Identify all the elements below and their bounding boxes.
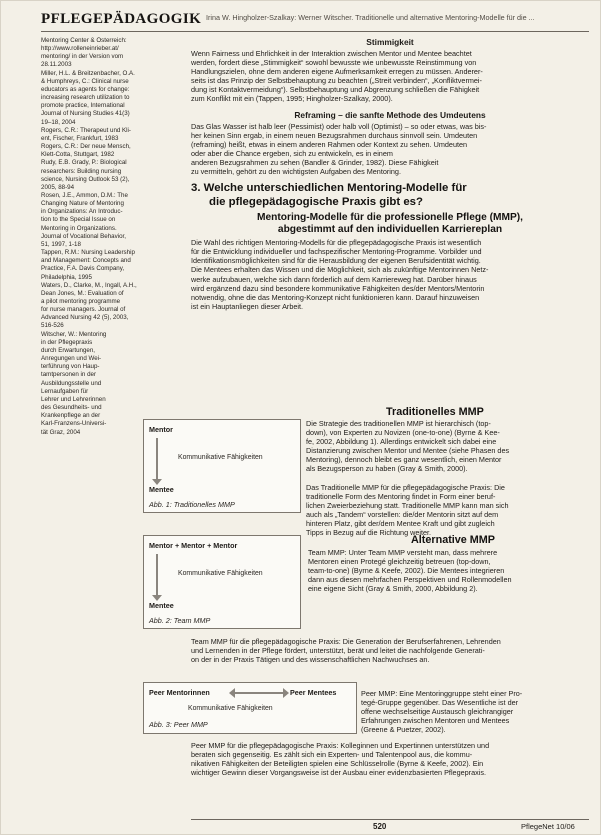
figure2-caption: Abb. 2: Team MMP (146, 616, 213, 625)
reference-line: 516-526 (41, 322, 64, 330)
text-line: zu vermitteln, gehört zu den wichtigsten Aufgaben des Mentoring. (191, 167, 401, 177)
reference-line: des Gesundheits- und (41, 404, 102, 412)
text-line: her keinen Sinn ergab, in einem neuen Bezugsrahmen durchaus sinnvoll sein. Umdeuten (191, 130, 478, 140)
figure1-down-arrow (156, 438, 158, 480)
reference-line: Dean Jones, M.: Evaluation of (41, 289, 124, 297)
reference-line: a pilot mentoring programme (41, 298, 121, 305)
text-line: Mentoren einen Protegé gleichzeitig betreuen (top-down, (308, 557, 491, 567)
section3-paragraph (191, 238, 589, 311)
figure1-caption: Abb. 1: Traditionelles MMP (146, 500, 238, 509)
page-number: 520 (373, 822, 387, 831)
reference-line: science, Nursing Outlook 53 (2), (41, 175, 130, 183)
reference-line: Rogers, C.R.: Der neue Mensch, (41, 143, 131, 151)
reference-line: Lehrer und Lehrerinnen (41, 395, 106, 403)
text-line: Handlungszielen, ohne dem anderen eigene Aufmerksamkeit erregen zu müssen. Anderer- (191, 67, 483, 77)
text-line: dung ist Kontaktvermeidung“). Selbstbehauptung und Abgrenzung schließen die Fähigkeit (191, 85, 480, 95)
figure1-mentee-label: Mentee (149, 485, 174, 494)
reference-line: http://www.rolleneinrieber.at/ (41, 45, 119, 53)
reference-line: Miller, H.L. & Breitzenbacher, O.A. (41, 69, 135, 77)
text-line: Das Traditionelle MMP für die pflegepädagogische Praxis: Die (306, 482, 505, 492)
reference-line: Witscher, W.: Mentoring (41, 330, 107, 338)
reference-line: Rogers, C.R.: Therapeut und Kli- (41, 126, 131, 134)
reference-line: researchers: Building nursing (41, 167, 122, 175)
reference-line: Mentoring in Organizations. (41, 224, 117, 232)
figure2-diagram (143, 535, 301, 629)
main-column-top (191, 37, 589, 317)
reference-line: Ausbildungsstelle und (41, 379, 102, 387)
reference-line: 51, 1997, 1-18 (41, 240, 81, 248)
figure3-peer-mentors-label: Peer Mentorinnen (149, 688, 210, 697)
reference-line: 19–18, 2004 (41, 118, 76, 126)
figure3-double-arrow (234, 692, 284, 694)
text-line: oder aber die Chance ergeben, sich zu entwickeln, es in einem (191, 148, 393, 158)
figure1-diagram (143, 419, 301, 513)
text-line: Die Wahl des richtigen Mentoring-Modells für die pflegepädagogische Praxis ist wesentlich (191, 238, 482, 248)
text-line: und Lernenden in der Pflege fördert, unterstützt, berät und leitet die nachfolgende Generati- (191, 646, 485, 656)
text-line: down), von Experten zu Novizen (one-to-one) (Byrne & Kee- (306, 428, 500, 438)
text-line: Die Mentees erhalten das Wissen und die Möglichkeit, sich als zukünftige Mentorinnen Netz- (191, 265, 489, 275)
reference-line: Anregungen und Wei- (41, 355, 102, 363)
reference-line: Journal of Vocational Behavior, (41, 232, 126, 240)
figure3-caption: Abb. 3: Peer MMP (146, 720, 211, 729)
reference-line: tät Graz, 2004 (41, 428, 81, 436)
header-rule (41, 31, 589, 32)
text-line: Die Strategie des traditionellen MMP ist hierarchisch (top- (306, 419, 491, 428)
reference-line: tion to the Special Issue on (41, 216, 116, 224)
text-line: Identifikationsmöglichkeiten sind für die Herausbildung der eigenen Berufsidentität wichtig. (191, 256, 481, 266)
figure1-skills-label: Kommunikative Fähigkeiten (178, 454, 263, 461)
peer-practice-paragraph (191, 741, 589, 777)
reference-line: durch Erwartungen, (41, 346, 95, 354)
reference-line: for nurse managers. Journal of (41, 306, 126, 314)
reference-line: & Humphreys, C.: Clinical nurse (41, 77, 129, 85)
reference-line: in der Pflegepraxis (41, 338, 93, 346)
figure2-mentors-label: Mentor + Mentor + Mentor (149, 541, 238, 550)
alternative-heading: Alternative MMP (411, 534, 495, 546)
traditional-heading: Traditionelles MMP (386, 406, 484, 418)
text-line: (reframing) heißt, etwas in einem anderen Rahmen oder Kontext zu sehen. Umdeuten (191, 139, 468, 149)
text-line: offene wechselseitige Austausch gleichrangiger (361, 707, 514, 717)
reframing-paragraph (191, 122, 589, 177)
alternative-paragraph (308, 548, 589, 593)
text-line: on der in der Praxis Tätigen und des wissenschaftlichen Nachwuchses an. (191, 655, 430, 665)
text-line: als Bezugsperson zu haben (Gray & Smith, 2000). (306, 464, 468, 474)
issue-label: PflegeNet 10/06 (521, 822, 575, 831)
text-line: werke aufzubauen, welche sich dann förderlich auf dem Karriereweg hat. Darüber hinaus (191, 274, 477, 284)
reference-line: Krankenpflege an der (41, 412, 101, 420)
text-line: team-to-one) (Byrne & Keefe, 2002). Die Mentees integrieren (308, 566, 505, 576)
text-line: nikativen Fähigkeiten der Beteiligten spielen eine Schlüsselrolle (Byrne & Keefe, 2002). Ein (191, 759, 484, 769)
text-line: ist ein Hauptanliegen dieser Arbeit. (191, 301, 304, 311)
reference-line: in Organizations: An Introduc- (41, 208, 123, 216)
reference-line: and Management: Concepts and (41, 257, 131, 265)
text-line (306, 474, 589, 483)
figure2-down-arrow (156, 554, 158, 596)
reframing-heading: Reframing – die sanfte Methode des Umdeutens (294, 109, 486, 120)
text-line: Team MMP für die pflegepädagogische Praxis: Die Generation der Berufserfahrenen, Lehrenden (191, 637, 501, 646)
figure3-peer-mentees-label: Peer Mentees (290, 688, 337, 697)
reference-line: Mentoring Center & Österreich: (41, 37, 127, 44)
text-line: Team MMP: Unter Team MMP versteht man, dass mehrere (308, 548, 498, 557)
reference-line: tamtpersonen in der (41, 371, 97, 379)
text-line: Peer MMP: Eine Mentoringgruppe steht einer Pro- (361, 689, 523, 698)
text-line: Peer MMP für die pflegepädagogische Praxis: Kolleginnen und Expertinnen unterstützen und (191, 741, 490, 750)
team-practice-paragraph (191, 637, 589, 664)
reference-line: 28.11.2003 (41, 61, 72, 69)
figure3-skills-label: Kommunikative Fähigkeiten (188, 705, 273, 712)
text-line: Mentoring), dennoch bleibt es ganz wesentlich, einen Mentor (306, 455, 502, 465)
text-line: lichen Zweierbeziehung statt. Traditionelle MMP kann man sich (306, 500, 509, 510)
section3-subheading-line1: Mentoring-Modelle für die professionelle Pflege (MMP), (256, 212, 524, 224)
figure2-mentee-label: Mentee (149, 601, 174, 610)
reference-line: Advanced Nursing 42 (5), 2003, (41, 314, 129, 322)
footer-rule (191, 819, 589, 820)
text-line: wird ergänzend dazu sind besondere kommunikative Fähigkeiten des/der Mentors/Mentorin (191, 283, 485, 293)
text-line: zum Konflikt mit ein (Tappen, 1995; Hingholzer-Szalkay, 2000). (191, 94, 393, 104)
reference-line: educators as agents for change: (41, 85, 130, 93)
reference-line: Karl-Franzens-Universi- (41, 420, 107, 428)
peer-paragraph (361, 689, 589, 734)
reference-line: promote practice, International (41, 102, 125, 110)
text-line: werden, fordert diese „Stimmigkeit“ sowohl bewusste wie unbewusste Reinstimmung von (191, 58, 477, 68)
reference-line: Philadelphia, 1995 (41, 273, 92, 281)
text-line: traditionelle Form des Mentoring findet in Form einer beruf- (306, 491, 496, 501)
text-line: Distanzierung zwischen Mentor und Mentee (siehe Phasen des (306, 446, 510, 456)
reference-line: Journal of Nursing Studies 41(3) (41, 110, 130, 118)
figure1-mentor-label: Mentor (149, 425, 173, 434)
reference-line: increasing research utilization to (41, 94, 130, 102)
text-line: anderen Bezugsrahmen zu sehen (Bandler & Grinder, 1982). Diese Fähigkeit (191, 157, 439, 167)
journal-masthead: PFLEGEPÄDAGOGIK (41, 11, 202, 27)
reference-line: ent, Fischer, Frankfurt, 1983 (41, 134, 119, 142)
reference-line: Klett-Cotta, Stuttgart, 1982 (41, 151, 115, 159)
text-line: auch als „Tandem“ vorstellen: die/der Mentorin sitzt auf dem (306, 509, 499, 519)
reference-line: Rudy, E.B. Grady, P.: Biological (41, 159, 127, 167)
text-line: Tipps in Bezug auf die Richtung weiter. (306, 528, 432, 538)
stimmigkeit-heading: Stimmigkeit (366, 37, 414, 47)
reference-line: Waters, D., Clarke, M., Ingall, A.H., (41, 281, 137, 289)
text-line: fe, 2002, Abbildung 1). Allerdings entwickelt sich dabei eine (306, 437, 497, 447)
text-line: beraten sich gegenseitig. Es zählt sich ein Experten- und Talentenpool aus, die kommu- (191, 750, 473, 760)
text-line: notwendig, ohne die das Mentoring-Konzept nicht funktionieren kann. Darauf hinzuweisen (191, 292, 480, 302)
text-line: wichtiger Gewinn dieser Vorgangsweise ist der Ausbau einer evidenzbasierten Pflegepraxis. (191, 768, 486, 778)
reference-line: Changing Nature of Mentoring (41, 200, 124, 208)
stimmigkeit-paragraph (191, 49, 589, 104)
running-head: Irina W. Hingholzer-Szalkay: Werner Witscher. Traditionelle und alternative Mentoring-Modelle für die ... (206, 13, 535, 22)
reference-line: terführung von Haup- (41, 363, 100, 371)
text-line: tegé-Gruppe gegenüber. Das Wesentliche ist der (361, 698, 519, 708)
text-line: für die Entwicklung individueller und fachspezifischer Mentoring-Programme. Vorbilder und (191, 247, 482, 257)
text-line: eine eigene Sicht (Gray & Smith, 2000, Abbildung 2). (308, 584, 478, 594)
text-line: Erfahrungen zwischen Mentoren und Mentees (361, 716, 510, 726)
reference-line: mentoring/ in der Version vom (41, 53, 124, 61)
text-line: hinteren Platz, gibt der/dem Mentee Kraft und gibt zugleich (306, 519, 495, 529)
section3-subheading-line2: abgestimmt auf den individuellen Karriereplan (277, 224, 503, 236)
text-line: Das Glas Wasser ist halb leer (Pessimist) oder halb voll (Optimist) – so oder etwas, was bis- (191, 121, 487, 131)
section3-heading-line2: die pflegepädagogische Praxis gibt es? (209, 195, 423, 208)
reference-line: Rosen, J.E., Ammon, D.M.: The (41, 191, 128, 199)
traditional-paragraph (306, 419, 589, 537)
reference-line: 2005, 88-94 (41, 183, 75, 191)
text-line: dann aus diesen mehrfachen Perspektiven und Rollenmodellen (308, 575, 512, 585)
section3-heading-line1: 3. Welche unterschiedlichen Mentoring-Modelle für (191, 182, 467, 195)
figure2-skills-label: Kommunikative Fähigkeiten (178, 570, 263, 577)
reference-line: Lernaufgaben für (41, 387, 89, 395)
reference-line: Tappen, R.M.: Nursing Leadership (41, 249, 135, 257)
text-line: (Greene & Puetzer, 2002). (361, 725, 446, 735)
reference-line: Practice, F.A. Davis Company, (41, 265, 125, 273)
text-line: Wenn Fairness und Ehrlichkeit in der Interaktion zwischen Mentor und Mentee beachtet (191, 49, 472, 58)
figure3-diagram (143, 682, 357, 734)
text-line: seits ist das Prinzip der Selbstbehauptung zu beachten („Streit verbinden“, „Konfliktvermei- (191, 76, 482, 86)
